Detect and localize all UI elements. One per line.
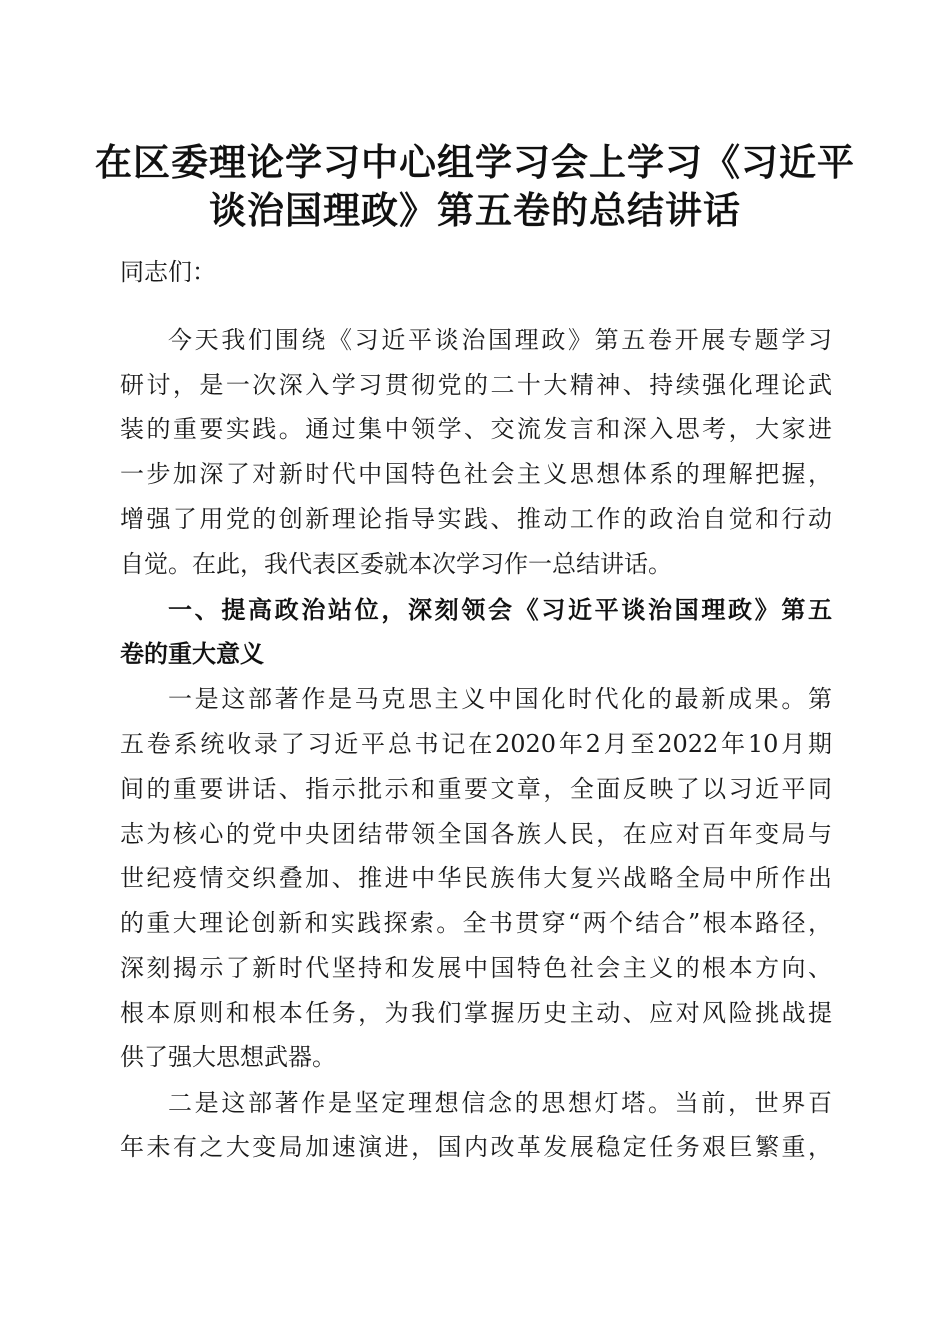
document-title-line-2: 谈治国理政》第五卷的总结讲话 (209, 188, 741, 232)
section-heading-1-cont: 卷的重大意义 (120, 639, 264, 668)
intro-line: 今天我们围绕《习近平谈治国理政》第五卷开展专题学习 (168, 326, 832, 354)
intro-line: 研讨，是一次深入学习贯彻党的二十大精神、持续强化理论武 (120, 371, 832, 399)
section-heading-1: 一、提高政治站位，深刻领会《习近平谈治国理政》第五 (168, 595, 832, 624)
point1-line: 间的重要讲话、指示批示和重要文章，全面反映了以习近平同 (120, 775, 832, 803)
point1-line: 五卷系统收录了习近平总书记在2020年2月至2022年10月期 (120, 730, 832, 758)
point1-line: 深刻揭示了新时代坚持和发展中国特色社会主义的根本方向、 (120, 954, 832, 982)
point1-line: 一是这部著作是马克思主义中国化时代化的最新成果。第 (168, 685, 832, 713)
intro-line: 一步加深了对新时代中国特色社会主义思想体系的理解把握， (120, 460, 832, 488)
document-title-line-1: 在区委理论学习中心组学习会上学习《习近平 (95, 140, 855, 184)
intro-line: 增强了用党的创新理论指导实践、推动工作的政治自觉和行动 (120, 505, 832, 533)
point1-line: 供了强大思想武器。 (120, 1043, 336, 1071)
point2-line: 年未有之大变局加速演进，国内改革发展稳定任务艰巨繁重， (120, 1133, 832, 1161)
point1-line: 的重大理论创新和实践探索。全书贯穿“两个结合”根本路径， (120, 909, 832, 937)
salutation: 同志们： (120, 258, 216, 286)
point1-line: 根本原则和根本任务，为我们掌握历史主动、应对风险挑战提 (120, 999, 832, 1027)
intro-line: 自觉。在此，我代表区委就本次学习作一总结讲话。 (120, 550, 672, 578)
point1-line: 志为核心的党中央团结带领全国各族人民，在应对百年变局与 (120, 820, 832, 848)
point1-line: 世纪疫情交织叠加、推进中华民族伟大复兴战略全局中所作出 (120, 864, 832, 892)
intro-line: 装的重要实践。通过集中领学、交流发言和深入思考，大家进 (120, 415, 832, 443)
point2-line: 二是这部著作是坚定理想信念的思想灯塔。当前，世界百 (168, 1089, 832, 1117)
